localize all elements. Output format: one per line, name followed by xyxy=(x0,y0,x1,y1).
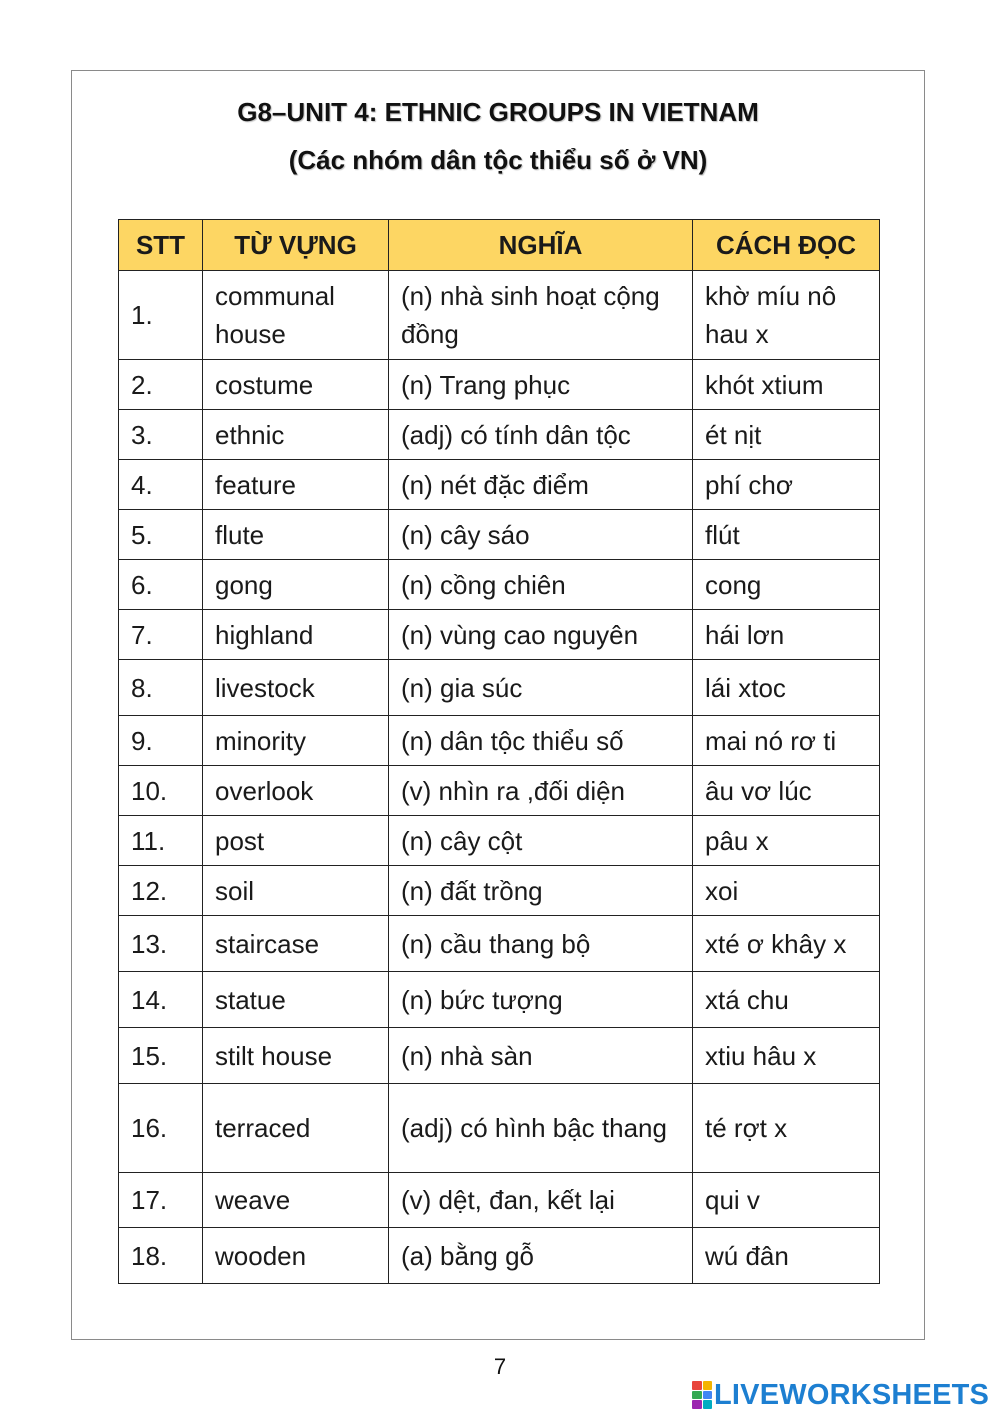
row-word: flute xyxy=(203,510,389,560)
row-pronunciation: hái lơn xyxy=(693,610,880,660)
table-header-row xyxy=(119,220,880,271)
row-word: soil xyxy=(203,866,389,916)
row-word: minority xyxy=(203,716,389,766)
header-word: TỪ VỰNG xyxy=(203,220,389,271)
row-meaning: (v) nhìn ra ,đối diện xyxy=(389,766,693,816)
row-pronunciation: xtá chu xyxy=(693,972,880,1028)
row-meaning: (v) dệt, đan, kết lại xyxy=(389,1173,693,1228)
row-meaning: (n) nhà sàn xyxy=(389,1028,693,1084)
row-meaning: (n) cây cột xyxy=(389,816,693,866)
row-pronunciation: xoi xyxy=(693,866,880,916)
row-number: 5. xyxy=(119,510,203,560)
row-meaning: (n) đất trồng xyxy=(389,866,693,916)
table-row xyxy=(119,410,880,460)
row-word: wooden xyxy=(203,1228,389,1284)
row-word: weave xyxy=(203,1173,389,1228)
row-word: statue xyxy=(203,972,389,1028)
row-number: 12. xyxy=(119,866,203,916)
header-meaning: NGHĨA xyxy=(389,220,693,271)
row-number: 16. xyxy=(119,1084,203,1173)
table-row xyxy=(119,1228,880,1284)
row-word: staircase xyxy=(203,916,389,972)
row-word: stilt house xyxy=(203,1028,389,1084)
row-word: overlook xyxy=(203,766,389,816)
row-word: ethnic xyxy=(203,410,389,460)
row-number: 9. xyxy=(119,716,203,766)
table-row xyxy=(119,460,880,510)
row-number: 4. xyxy=(119,460,203,510)
row-number: 1. xyxy=(119,271,203,360)
row-pronunciation: qui v xyxy=(693,1173,880,1228)
table-row xyxy=(119,271,880,360)
vocabulary-table xyxy=(118,219,880,1284)
page-number: 7 xyxy=(493,1354,507,1379)
row-pronunciation: xté ơ khây x xyxy=(693,916,880,972)
row-word: terraced xyxy=(203,1084,389,1173)
table-row xyxy=(119,766,880,816)
liveworksheets-wordmark: LIVEWORKSHEETS xyxy=(714,1378,990,1411)
table-row xyxy=(119,816,880,866)
liveworksheets-logo-icon xyxy=(692,1381,712,1409)
row-meaning: (n) nhà sinh hoạt cộng đồng xyxy=(389,271,693,360)
row-pronunciation: pâu x xyxy=(693,816,880,866)
row-word: costume xyxy=(203,360,389,410)
row-number: 6. xyxy=(119,560,203,610)
row-pronunciation: ét nịt xyxy=(693,410,880,460)
row-meaning: (n) gia súc xyxy=(389,660,693,716)
document-title: G8–UNIT 4: ETHNIC GROUPS IN VIETNAM xyxy=(237,97,759,127)
row-meaning: (n) dân tộc thiểu số xyxy=(389,716,693,766)
table-row xyxy=(119,916,880,972)
row-meaning: (n) vùng cao nguyên xyxy=(389,610,693,660)
header-pronunciation: CÁCH ĐỌC xyxy=(693,220,880,271)
table-row xyxy=(119,610,880,660)
row-pronunciation: khờ míu nô hau x xyxy=(693,271,880,360)
row-pronunciation: mai nó rơ ti xyxy=(693,716,880,766)
header-stt: STT xyxy=(119,220,203,271)
row-pronunciation: té rợt x xyxy=(693,1084,880,1173)
table-row xyxy=(119,560,880,610)
row-word: communal house xyxy=(203,271,389,360)
row-number: 10. xyxy=(119,766,203,816)
table-row xyxy=(119,972,880,1028)
row-word: gong xyxy=(203,560,389,610)
table-row xyxy=(119,1084,880,1173)
table-row xyxy=(119,716,880,766)
row-meaning: (n) cầu thang bộ xyxy=(389,916,693,972)
row-number: 2. xyxy=(119,360,203,410)
table-row xyxy=(119,660,880,716)
row-meaning: (adj) có tính dân tộc xyxy=(389,410,693,460)
row-pronunciation: cong xyxy=(693,560,880,610)
row-word: post xyxy=(203,816,389,866)
row-pronunciation: âu vơ lúc xyxy=(693,766,880,816)
liveworksheets-branding[interactable] xyxy=(692,1378,989,1412)
row-pronunciation: flút xyxy=(693,510,880,560)
row-number: 11. xyxy=(119,816,203,866)
row-number: 18. xyxy=(119,1228,203,1284)
row-word: livestock xyxy=(203,660,389,716)
row-number: 15. xyxy=(119,1028,203,1084)
row-meaning: (a) bằng gỗ xyxy=(389,1228,693,1284)
row-word: highland xyxy=(203,610,389,660)
row-word: feature xyxy=(203,460,389,510)
row-meaning: (n) bức tượng xyxy=(389,972,693,1028)
row-number: 13. xyxy=(119,916,203,972)
row-meaning: (n) cây sáo xyxy=(389,510,693,560)
document-subtitle: (Các nhóm dân tộc thiểu số ở VN) xyxy=(288,145,708,175)
row-meaning: (n) Trang phục xyxy=(389,360,693,410)
document-title-block xyxy=(71,88,925,184)
row-pronunciation: khót xtium xyxy=(693,360,880,410)
row-pronunciation: phí chơ xyxy=(693,460,880,510)
table-row xyxy=(119,510,880,560)
row-number: 3. xyxy=(119,410,203,460)
row-number: 14. xyxy=(119,972,203,1028)
row-pronunciation: lái xtoc xyxy=(693,660,880,716)
row-meaning: (adj) có hình bậc thang xyxy=(389,1084,693,1173)
row-pronunciation: xtiu hâu x xyxy=(693,1028,880,1084)
row-pronunciation: wú đân xyxy=(693,1228,880,1284)
row-number: 7. xyxy=(119,610,203,660)
table-row xyxy=(119,1173,880,1228)
table-row xyxy=(119,1028,880,1084)
table-row xyxy=(119,866,880,916)
row-meaning: (n) cồng chiên xyxy=(389,560,693,610)
row-number: 8. xyxy=(119,660,203,716)
row-meaning: (n) nét đặc điểm xyxy=(389,460,693,510)
row-number: 17. xyxy=(119,1173,203,1228)
table-row xyxy=(119,360,880,410)
